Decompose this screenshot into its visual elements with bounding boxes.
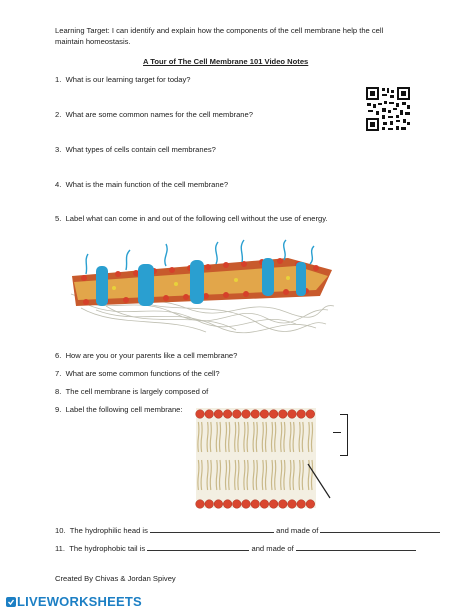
- question-4: [55, 180, 228, 189]
- bilayer-bracket: [340, 414, 348, 456]
- question-7: [55, 369, 220, 378]
- question-text: What is the main function of the cell membrane?: [65, 180, 229, 189]
- worksheet-title: A Tour of The Cell Membrane 101 Video Notes: [143, 57, 309, 66]
- question-mid-text: and made of: [276, 526, 319, 535]
- bracket-tick: [333, 432, 341, 433]
- question-1: [55, 75, 191, 84]
- question-number: 2.: [55, 110, 62, 119]
- question-number: 5.: [55, 214, 62, 223]
- label-pointer-line: [300, 462, 340, 502]
- question-number: 9.: [55, 405, 62, 414]
- hydrophobic-tail-blank-2[interactable]: [296, 542, 416, 551]
- hydrophilic-head-blank-2[interactable]: [320, 524, 440, 533]
- question-number: 10.: [55, 526, 66, 535]
- question-number: 4.: [55, 180, 62, 189]
- hydrophilic-head-blank-1[interactable]: [150, 524, 274, 533]
- question-9: [55, 405, 183, 414]
- question-11: [55, 542, 416, 553]
- question-5: [55, 214, 328, 223]
- question-3: [55, 145, 216, 154]
- hydrophobic-tail-blank-1[interactable]: [147, 542, 249, 551]
- learning-target-line2: maintain homeostasis.: [55, 37, 131, 46]
- liveworksheets-brand[interactable]: [6, 594, 142, 609]
- question-mid-text: and made of: [251, 544, 294, 553]
- credit-line: Created By Chivas & Jordan Spivey: [55, 574, 176, 583]
- question-text: The cell membrane is largely composed of: [65, 387, 209, 396]
- question-number: 6.: [55, 351, 62, 360]
- question-text: How are you or your parents like a cell membrane?: [65, 351, 238, 360]
- question-text: Label the following cell membrane:: [65, 405, 183, 414]
- question-number: 8.: [55, 387, 62, 396]
- learning-target-line1: Learning Target: I can identify and explain how the components of the cell membrane help the cell: [55, 26, 384, 35]
- question-10: [55, 524, 440, 535]
- cell-membrane-illustration: [66, 236, 336, 342]
- question-text: What are some common functions of the cell?: [65, 369, 220, 378]
- question-text: Label what can come in and out of the following cell without the use of energy.: [65, 214, 328, 223]
- question-8: [55, 387, 208, 396]
- question-text: What are some common names for the cell membrane?: [65, 110, 253, 119]
- question-number: 11.: [55, 544, 65, 553]
- question-text: The hydrophobic tail is: [69, 544, 146, 553]
- qr-code-icon: [365, 86, 411, 132]
- brand-text: LIVEWORKSHEETS: [17, 594, 142, 609]
- question-6: [55, 351, 237, 360]
- question-text: The hydrophilic head is: [69, 526, 148, 535]
- question-number: 1.: [55, 75, 62, 84]
- liveworksheets-logo-icon: [6, 595, 16, 605]
- question-number: 3.: [55, 145, 62, 154]
- question-text: What is our learning target for today?: [65, 75, 191, 84]
- question-2: [55, 110, 253, 119]
- question-number: 7.: [55, 369, 62, 378]
- question-text: What types of cells contain cell membranes?: [65, 145, 216, 154]
